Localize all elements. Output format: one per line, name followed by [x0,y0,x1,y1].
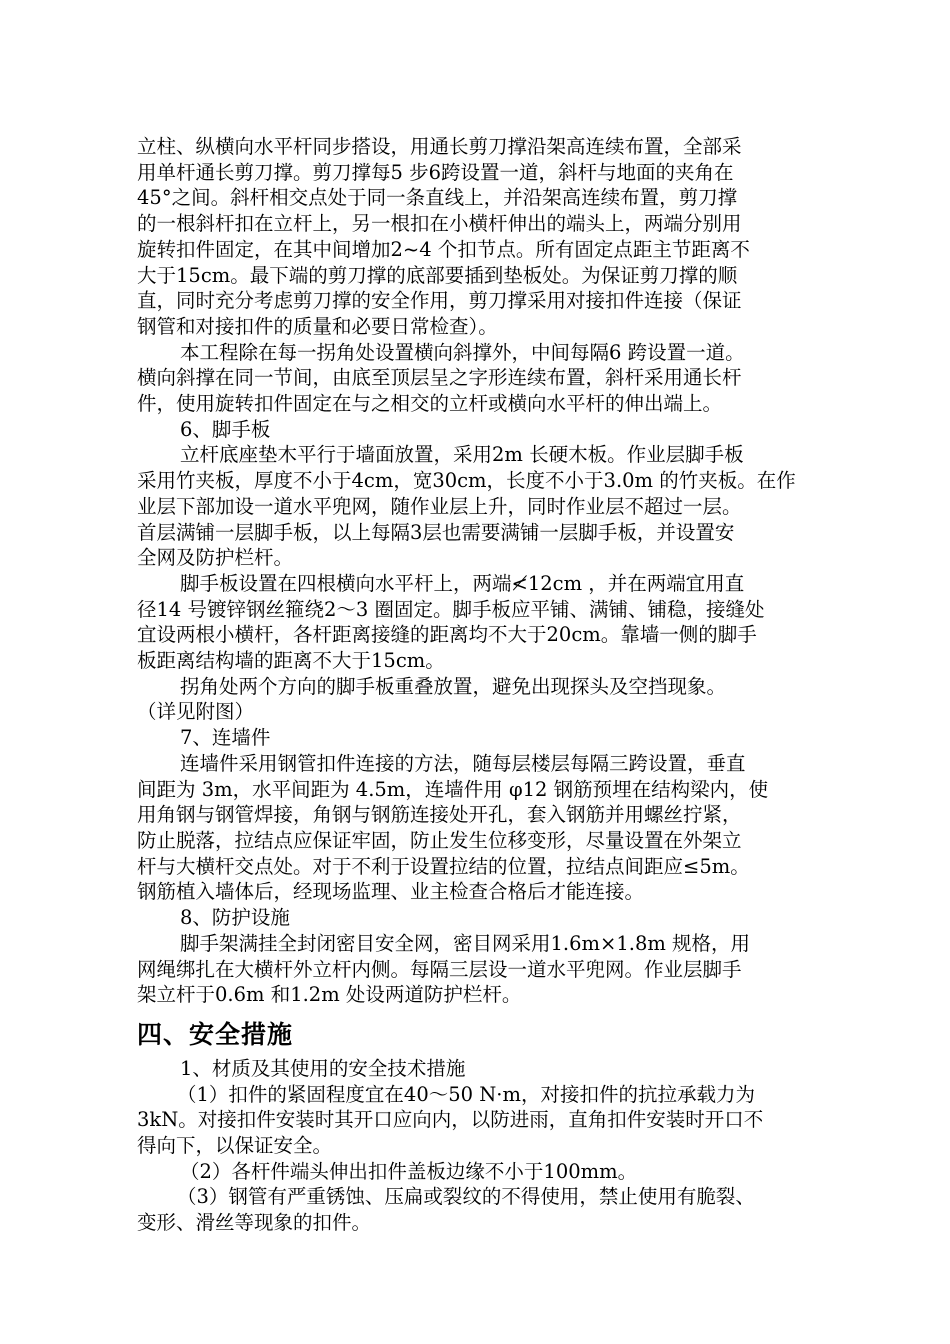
paragraph-board-fixing [137,571,817,674]
paragraph-corner-overlap [137,674,817,725]
paragraph-fastener-torque [137,1082,817,1159]
text-line: 钢筋植入墙体后，经现场监理、业主检查合格后才能连接。 [137,880,645,904]
text-line: 钢管和对接扣件的质量和必要日常检查）。 [137,314,498,338]
text-line: 业层下部加设一道水平兜网，随作业层上升，同时作业层不超过一层。 [137,494,742,518]
text-line: （1）扣件的紧固程度宜在40～50 N·m，对接扣件的抗拉承载力为 [177,1082,755,1106]
subheading-wall-tie [137,725,817,751]
text-line: 件，使用旋转扣件固定在与之相交的立杆或横向水平杆的伸出端上。 [137,392,723,416]
paragraph-wall-tie [137,751,817,905]
text-line: 的一根斜杆扣在立杆上，另一根扣在小横杆伸出的端头上，两端分别用 [137,212,742,236]
text-line: 大于15cm。最下端的剪刀撑的底部要插到垫板处。为保证剪刀撑的顺 [137,263,738,287]
text-line: 脚手架满挂全封闭密目安全网，密目网采用1.6m×1.8m 规格，用 [180,931,751,955]
text-line: 架立杆于0.6m 和1.2m 处设两道防护栏杆。 [137,983,522,1007]
text-line: 网绳绑扎在大横杆外立杆内侧。每隔三层设一道水平兜网。作业层脚手 [137,957,742,981]
text-line: 用单杆通长剪刀撑。剪刀撑每5 步6跨设置一道，斜杆与地面的夹角在 [137,160,734,184]
paragraph-steel-tube [137,1184,817,1235]
document-page [137,134,817,1236]
text-line: 首层满铺一层脚手板，以上每隔3层也需要满铺一层脚手板，并设置安 [137,520,735,544]
text-line: 全网及防护栏杆。 [137,546,294,570]
paragraph-scissor-brace [137,134,817,340]
text-line: 直，同时充分考虑剪刀撑的安全作用，剪刀撑采用对接扣件连接（保证 [137,289,742,313]
text-line: 径14 号镀锌钢丝箍绕2～3 圈固定。脚手板应平铺、满铺、铺稳，接缝处 [137,597,765,621]
text-line: 脚手板设置在四根横向水平杆上，两端≮12cm ，并在两端宜用直 [180,571,745,595]
text-line: （3）钢管有严重锈蚀、压扁或裂纹的不得使用，禁止使用有脆裂、 [177,1185,755,1209]
subheading-scaffold-board [137,417,817,443]
text-line: 杆与大横杆交点处。对于不利于设置拉结的位置，拉结点间距应≤5m。 [137,854,750,878]
text-line: 采用竹夹板，厚度不小于4cm，宽30cm，长度不小于3.0m 的竹夹板。在作 [137,469,796,493]
text-line: 旋转扣件固定，在其中间增加2~4 个扣节点。所有固定点距主节距离不 [137,237,750,261]
subheading-protection [137,905,817,931]
section-heading: 四、安全措施 [137,1019,294,1049]
subheading-text: 8、防护设施 [180,906,290,930]
text-line: 防止脱落，拉结点应保证牢固，防止发生位移变形，尽量设置在外架立 [137,828,742,852]
paragraph-diagonal-brace [137,340,817,417]
text-line: 本工程除在每一拐角处设置横向斜撑外，中间每隔6 跨设置一道。 [180,340,745,364]
text-line: 得向下，以保证安全。 [137,1134,333,1158]
text-line: 板距离结构墙的距离不大于15cm。 [137,649,445,673]
text-line: 横向斜撑在同一节间，由底至顶层呈之字形连续布置，斜杆采用通长杆 [137,366,742,390]
text-line: 3kN。对接扣件安装时其开口应向内，以防进雨，直角扣件安装时开口不 [137,1108,764,1132]
text-line: 拐角处两个方向的脚手板重叠放置，避免出现探头及空挡现象。 [180,674,727,698]
text-line: 宜设两根小横杆，各杆距离接缝的距离均不大于20cm。靠墙一侧的脚手 [137,623,757,647]
text-line: 间距为 3m，水平间距为 4.5m，连墙件用 φ12 钢筋预埋在结构梁内，使 [137,777,769,801]
subheading-text: 7、连墙件 [180,726,271,750]
text-line: （2）各杆件端头伸出扣件盖板边缘不小于100mm。 [180,1159,638,1183]
text-line: 用角钢与钢管焊接，角钢与钢筋连接处开孔，套入钢筋并用螺丝拧紧， [137,803,742,827]
paragraph-protection [137,931,817,1008]
text-line: （详见附图） [137,700,255,724]
subheading-text: 1、材质及其使用的安全技术措施 [180,1056,466,1080]
paragraph-rod-end [137,1159,817,1185]
subheading-text: 6、脚手板 [180,417,271,441]
subheading-materials [137,1056,817,1082]
text-line: 立柱、纵横向水平杆同步搭设，用通长剪刀撑沿架高连续布置，全部采 [137,135,742,158]
paragraph-board-placement [137,442,817,571]
text-line: 45°之间。斜杆相交点处于同一条直线上，并沿架高连续布置，剪刀撑 [137,186,738,210]
text-line: 连墙件采用钢管扣件连接的方法，随每层楼层每隔三跨设置，垂直 [180,751,746,775]
text-line: 变形、滑丝等现象的扣件。 [137,1211,372,1235]
text-line: 立杆底座垫木平行于墙面放置，采用2m 长硬木板。作业层脚手板 [180,443,744,467]
